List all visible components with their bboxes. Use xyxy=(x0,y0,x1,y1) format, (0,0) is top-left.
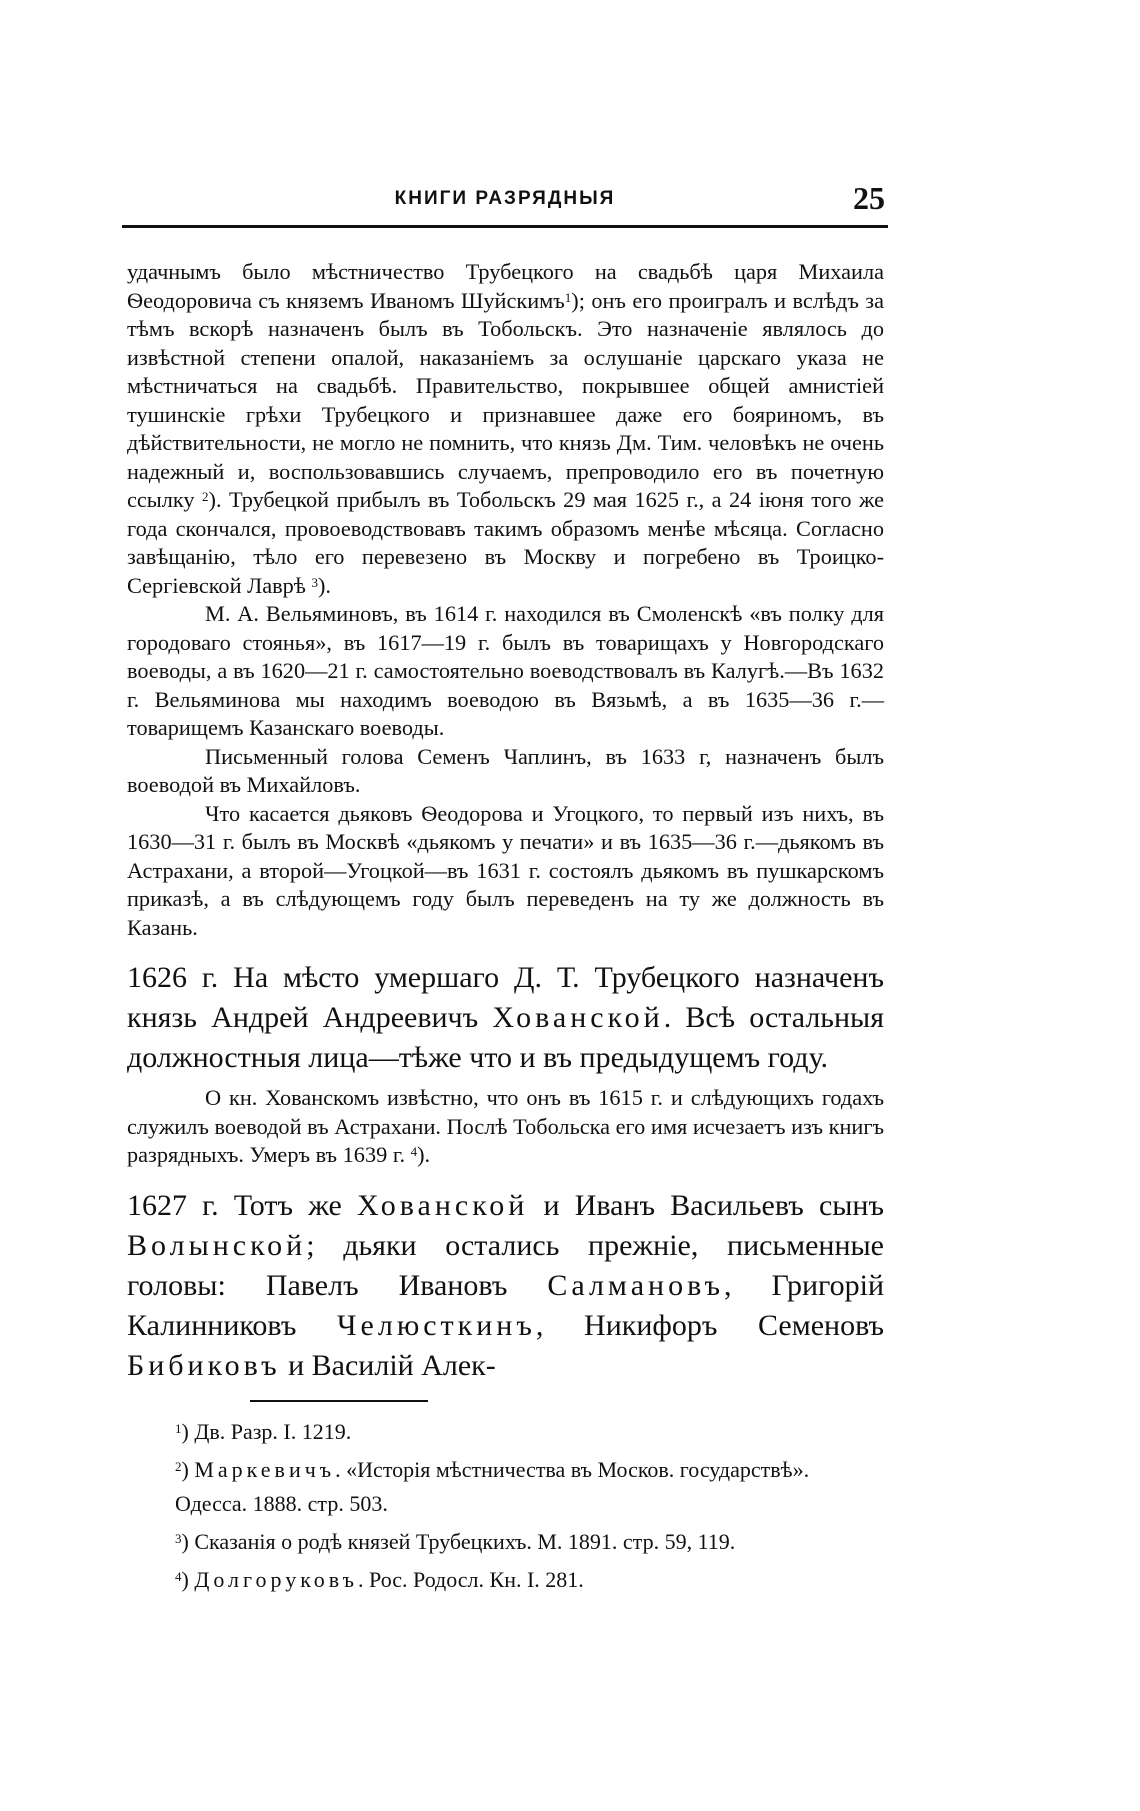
footnote: $^4$) Долгоруковъ. Рос. Родосл. Кн. I. 281. xyxy=(175,1567,584,1592)
footnote-rule xyxy=(250,1400,428,1402)
footnote: $^3$) Сказанія о родѣ князей Трубецкихъ. М. 1891. стр. 59, 119. xyxy=(175,1529,736,1554)
footnote: $^2$) Маркевичъ. «Исторія мѣстничества въ Москов. государствѣ». Одесса. 1888. стр. 503. xyxy=(175,1457,810,1516)
year-entry-1626: 1626 г. На мѣсто умершаго Д. Т. Трубецкого назначенъ князь Андрей Андреевичъ Хованской. Всѣ остальныя должностныя лица—тѣже что и въ предыдущемъ году. xyxy=(127,961,884,1074)
paragraph: Что касается дьяковъ Ѳеодорова и Угоцкого, то первый изъ нихъ, въ 1630—31 г. былъ въ Москвѣ «дьякомъ у печати» и въ 1635—36 г.—дьякомъ въ Астрахани, а второй—Угоцкой—въ 1631 г. состоялъ дьякомъ въ пушкарскомъ приказѣ, а въ слѣдующемъ году былъ переведенъ на ту же должность въ Казань. xyxy=(127,800,884,940)
footnotes xyxy=(127,1415,884,1601)
paragraph: Письменный голова Семенъ Чаплинъ, въ 1633 г, назначенъ былъ воеводой въ Михайловъ. xyxy=(127,743,884,797)
footnote-ref: 2 xyxy=(202,489,209,504)
header-rule xyxy=(122,225,888,228)
page-number: 25 xyxy=(853,180,885,216)
running-header xyxy=(125,180,885,220)
footnote: $^1$) Дв. Разр. I. 1219. xyxy=(175,1419,352,1444)
paragraph: О кн. Хованскомъ извѣстно, что онъ въ 1615 г. и слѣдующихъ годахъ служилъ воеводой въ Астрахани. Послѣ Тобольска его имя исчезаетъ изъ книгъ разрядныхъ. Умеръ въ 1639 г. $^4$). xyxy=(127,1085,884,1167)
spacer xyxy=(127,942,884,958)
paragraph: удачнымъ было мѣстничество Трубецкого на свадьбѣ царя Михаила Ѳеодоровича съ княземъ Иваномъ Шуйскимъ$^1$); онъ его проигралъ и вслѣдъ за тѣмъ вскорѣ назначенъ былъ въ Тобольскъ. Это назначеніе являлось до извѣстной степени опалой, наказаніемъ за ослушаніе царскаго указа не мѣстничаться на свадьбѣ. Правительство, покрывшее общей амнистіей тушинскіе грѣхи Трубецкого и признавшее даже его бояриномъ, въ дѣйствительности, не могло не помнить, что князь Дм. Тим. человѣкъ не очень надежный и, воспользовавшись случаемъ, препроводило его въ почетную ссылку $^2$). Трубецкой прибылъ въ Тобольскъ 29 мая 1625 г., а 24 іюня того же года скончался, провоеводствовавъ такимъ образомъ менѣе мѣсяца. Согласно завѣщанію, тѣло его перевезено въ Москву и погребено въ Троицко-Сергіевской Лаврѣ $^3$). xyxy=(127,259,885,598)
running-title: КНИГИ РАЗРЯДНЫЯ xyxy=(394,188,616,209)
footnote-ref: 1 xyxy=(564,289,572,305)
paragraph: М. А. Вельяминовъ, въ 1614 г. находился въ Смоленскѣ «въ полку для городоваго стоянья», въ 1617—19 г. былъ въ товарищахъ у Новгородскаго воеводы, а въ 1620—21 г. самостоятельно воеводствовалъ въ Калугѣ.—Въ 1632 г. Вельяминова мы находимъ воеводою въ Вязьмѣ, а въ 1635—36 г.—товарищемъ Казанскаго воеводы. xyxy=(127,601,884,740)
main-text xyxy=(127,258,884,1386)
footnote-ref: 3 xyxy=(311,574,318,590)
footnote-ref: 4 xyxy=(410,1144,418,1159)
spacer xyxy=(127,1170,884,1186)
year-entry-1627: 1627 г. Тотъ же Хованской и Иванъ Васильевъ сынъ Волынской; дьяки остались прежніе, письменные головы: Павелъ Ивановъ Салмановъ, Григорій Калинниковъ Челюсткинъ, Никифоръ Семеновъ Бибиковъ и Василій Алек- xyxy=(127,1188,884,1382)
